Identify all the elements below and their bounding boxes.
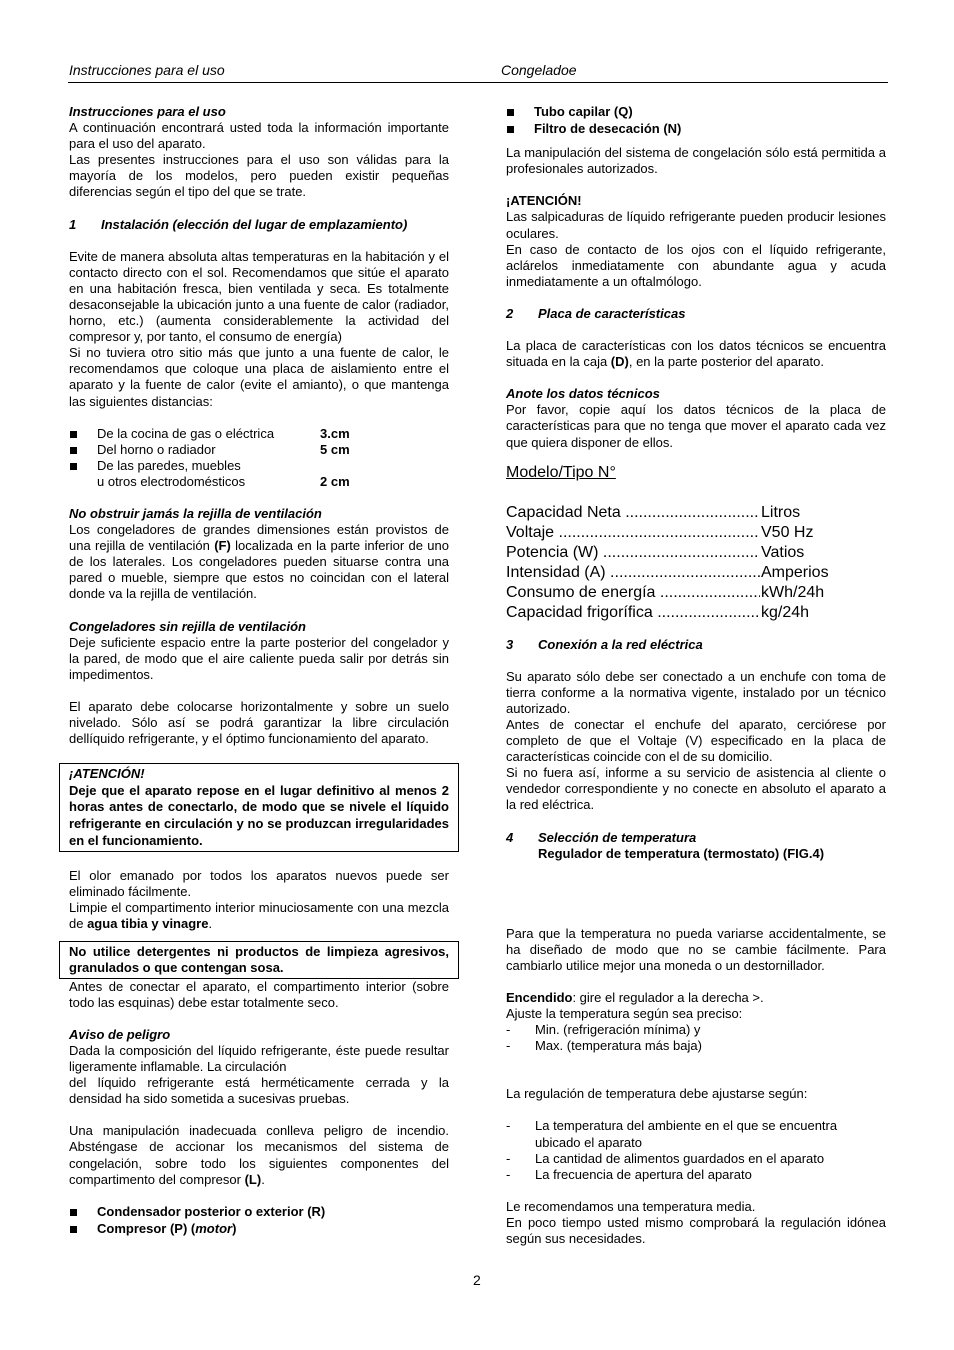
detergent-warning-box <box>59 941 459 979</box>
warning-text: Deje que el aparato repose en el lugar definitivo al menos 2 horas antes de conectarlo, de modo que se nivele el líquido refrigerante en circulación y no se produzcan irregularidades en el funcionamiento. <box>69 782 449 848</box>
manipulation-paragraph: Una manipulación inadecuada conlleva peligro de incendio. Absténgase de accionar los mecanismos del sistema de congelación, sobre todo los siguientes componentes del compartimento del compresor (L). <box>69 1123 449 1187</box>
regulation-item: - La frecuencia de apertura del aparato <box>506 1166 752 1182</box>
note-paragraph: Por favor, copie aquí los datos técnicos de la placa de características para que no tenga que mover el aparato cada vez que quiera disponer de ellos. <box>506 402 886 450</box>
distance-value: 2 cm <box>320 473 350 489</box>
manipulation-2-paragraph: La manipulación del sistema de congelación sólo está permitida a profesionales autorizados. <box>506 145 886 177</box>
component-item: Condensador posterior o exterior (R) <box>69 1204 449 1220</box>
distance-item <box>69 458 449 474</box>
installation-paragraph-2: Si no tuviera otro sitio más que junto a una fuente de calor, le recomendamos que coloque una placa de aislamiento entre el aparato y la fuente de calor (evite el amianto), o que mantenga las siguientes distancias: <box>69 345 449 409</box>
electric-paragraph-1: Su aparato sólo debe ser conectado a un enchufe con toma de tierra conforme a la normativa vigente, instalado por un técnico autorizado. <box>506 668 886 716</box>
attention-paragraph-1: Las salpicaduras de líquido refrigerante pueden producir lesiones oculares. <box>506 209 886 241</box>
intro-paragraph-2: Las presentes instrucciones para el uso son válidas para la mayoría de los modelos, pero pueden existir pequeñas diferencias según el tipo del que se trate. <box>69 152 449 200</box>
section-2-heading: 2 Placa de características <box>506 305 686 321</box>
note-title: Anote los datos técnicos <box>506 386 660 402</box>
left-column <box>69 104 449 1237</box>
distance-label: Del horno o radiador <box>97 441 216 457</box>
electric-paragraph-3: Si no fuera así, informe a su servicio de asistencia al cliente o vendedor correspondiente y no conecte en absoluto el aparato a la red eléctrica. <box>506 765 886 813</box>
bullet-square-icon <box>69 458 97 474</box>
regulation-paragraph: La regulación de temperatura debe ajustarse según: <box>506 1086 808 1102</box>
right-column <box>506 104 886 1247</box>
section-4-subtitle: Regulador de temperatura (termostato) (FIG.4) <box>538 845 825 861</box>
installation-paragraph-1: Evite de manera absoluta altas temperaturas en la habitación y el contacto directo con el sol. Recomendamos que sitúe el aparato en una habitación fresca, bien ventilada y seca. Es totalmente desaconsejable la ubicación junto a una fuente de calor (radiador, horno, etc.) (aumenta considerablemente la actividad del compresor y, por tanto, el consumo de energía) <box>69 248 449 345</box>
distance-item <box>69 442 449 458</box>
danger-paragraph-1: Dada la composición del líquido refrigerante, éste puede resultar ligeramente inflamable. La circulación <box>69 1043 449 1075</box>
warning-title: ¡ATENCIÓN! <box>69 766 145 782</box>
section-1-title: Instalación (elección del lugar de emplazamiento) <box>101 216 408 232</box>
distance-item-continued <box>69 474 449 490</box>
distance-item <box>69 426 449 442</box>
power-on-paragraph: Encendido: gire el regulador a la derecha >. <box>506 990 764 1005</box>
thermostat-paragraph: Para que la temperatura no pueda variarse accidentalmente, se ha diseñado de modo que no se cambie fácilmente. Para cambiarlo utilice mejor una moneda o un destornillador. <box>506 925 886 973</box>
danger-paragraph-2: del líquido refrigerante está herméticamente cerrada y la densidad ha sido sometida a sucesivas pruebas. <box>69 1075 449 1107</box>
recommendation-paragraph-1: Le recomendamos una temperatura media. <box>506 1198 756 1214</box>
component-item: Filtro de desecación (N) <box>506 121 886 137</box>
header-product: Congeladoe <box>501 62 577 78</box>
section-1-heading <box>69 217 449 233</box>
distance-value: 3.cm <box>320 425 350 441</box>
no-vent-title: Congeladores sin rejilla de ventilación <box>69 618 306 634</box>
dry-paragraph: Antes de conectar el aparato, el compartimento interior (sobre todo las esquinas) debe estar totalmente seco. <box>69 978 449 1010</box>
adjust-item: - Min. (refrigeración mínima) y <box>506 1022 701 1038</box>
tech-data-table <box>506 503 886 623</box>
level-paragraph: El aparato debe colocarse horizontalmente y sobre un suelo nivelado. Sólo así se podrá garantizar la libre circulación dellíquido refrigerante, y el óptimo funcionamiento del aparato. <box>69 698 449 747</box>
bullet-square-icon <box>69 1204 97 1220</box>
warning-box <box>59 763 459 852</box>
plate-paragraph: La placa de características con los datos técnicos se encuentra situada en la caja (D), en la parte posterior del aparato. <box>506 338 886 370</box>
intro-title: Instrucciones para el uso <box>69 104 226 119</box>
bullet-square-icon <box>69 442 97 458</box>
distance-label: De la cocina de gas o eléctrica <box>97 425 275 441</box>
smell-paragraph: El olor emanado por todos los aparatos nuevos puede ser eliminado fácilmente. <box>69 868 449 900</box>
bullet-square-icon <box>506 121 534 137</box>
distance-label: De las paredes, muebles <box>97 457 241 473</box>
adjust-paragraph: Ajuste la temperatura según sea preciso: <box>506 1006 743 1022</box>
distance-value: 5 cm <box>320 441 350 457</box>
header-divider <box>68 82 888 83</box>
no-vent-paragraph: Deje suficiente espacio entre la parte posterior del congelador y la pared, de modo que el aire caliente pueda salir por detrás sin impedimentos. <box>69 634 449 682</box>
tech-row: Capacidad Neta ..... Litros <box>506 503 886 523</box>
recommendation-paragraph-2: En poco tiempo usted mismo comprobará la regulación idónea según sus necesidades. <box>506 1214 886 1247</box>
tech-row: Intensidad (A) ..... Amperios <box>506 563 886 583</box>
regulation-item: - La cantidad de alimentos guardados en el aparato <box>506 1150 825 1166</box>
section-4-heading: 4 Selección de temperatura <box>506 829 697 845</box>
danger-title: Aviso de peligro <box>69 1026 171 1042</box>
bullet-square-icon <box>506 104 534 120</box>
bullet-square-icon <box>69 1221 97 1237</box>
model-label: Modelo/Tipo N° <box>506 463 616 481</box>
detergent-warning-text: No utilice detergentes ni productos de limpieza agresivos, granulados o que contengan sosa. <box>69 943 449 975</box>
attention-title: ¡ATENCIÓN! <box>506 193 582 209</box>
section-1-number: 1 <box>69 216 77 232</box>
page-number: 2 <box>473 1272 481 1288</box>
ventilation-paragraph: Los congeladores de grandes dimensiones están provistos de una rejilla de ventilación (F) localizada en la parte inferior de uno de los laterales. Los congeladores pueden situarse contra una pared o mueble, siempre que estos no coincidan con el lateral donde va la rejilla de ventilación. <box>69 522 449 602</box>
distance-label: u otros electrodomésticos <box>97 473 246 489</box>
ventilation-title: No obstruir jamás la rejilla de ventilación <box>69 505 322 521</box>
tech-row: Capacidad frigorífica ..... kg/24h <box>506 603 886 623</box>
bullet-square-icon <box>69 426 97 442</box>
adjust-item: - Max. (temperatura más baja) <box>506 1038 702 1054</box>
component-item: Compresor (P) (motor) <box>69 1221 449 1237</box>
electric-paragraph-2: Antes de conectar el enchufe del aparato, cerciórese por completo de que el Voltaje (V) especificado en la placa de características coincide con el de su domicilio. <box>506 716 886 765</box>
attention-paragraph-2: En caso de contacto de los ojos con el líquido refrigerante, aclárelos inmediatamente con abundante agua y acuda inmediatamente a un oftalmólogo. <box>506 241 886 289</box>
clean-paragraph: Limpie el compartimento interior minuciosamente con una mezcla de agua tibia y vinagre. <box>69 900 449 932</box>
tech-row: Potencia (W) ..... Vatios <box>506 543 886 563</box>
tech-row: Consumo de energía ..... kWh/24h <box>506 583 886 603</box>
header-title: Instrucciones para el uso <box>69 62 225 78</box>
intro-paragraph-1: A continuación encontrará usted toda la información importante para el uso del aparato. <box>69 120 449 152</box>
component-item: Tubo capilar (Q) <box>506 104 886 120</box>
tech-row: Voltaje ..... V50 Hz <box>506 523 886 543</box>
regulation-item: - La temperatura del ambiente en el que se encuentra ubicado el aparato <box>506 1118 838 1150</box>
section-3-heading: 3 Conexión a la red eléctrica <box>506 636 703 652</box>
